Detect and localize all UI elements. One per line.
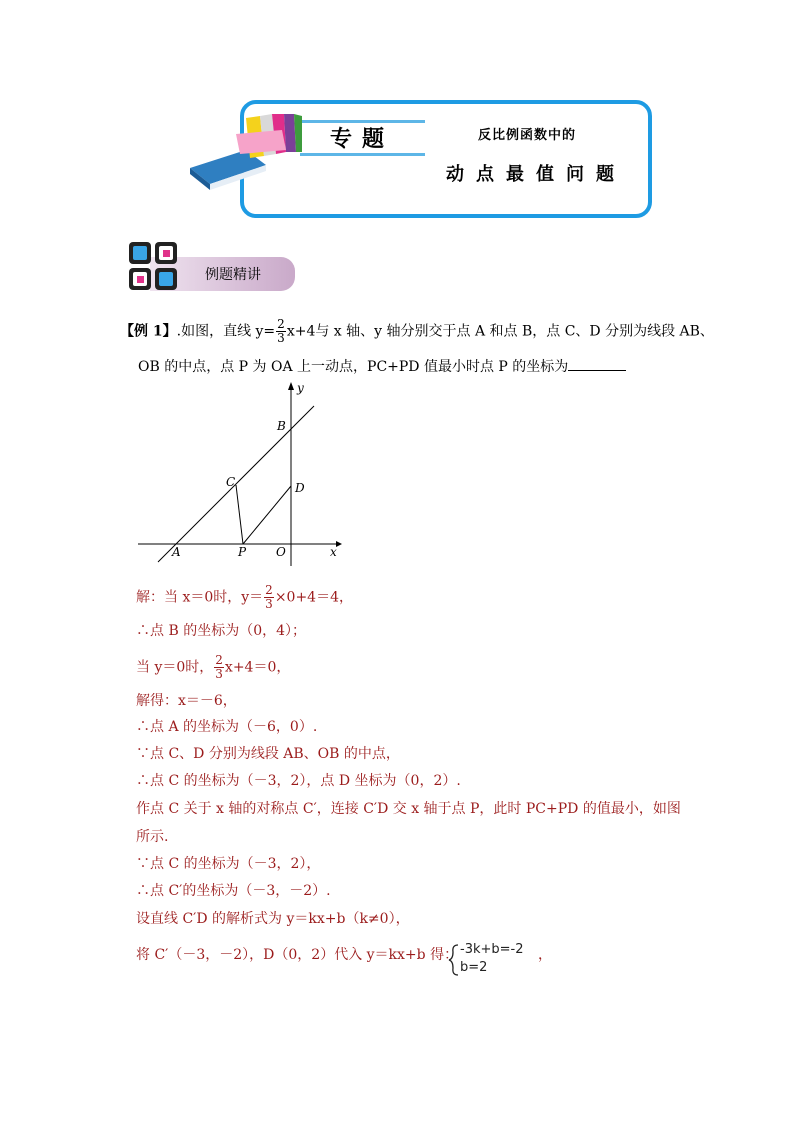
- problem-text-a: .如图，直线 y=: [176, 323, 276, 340]
- answer-blank: [568, 356, 626, 371]
- banner-title: 动点最值问题: [446, 164, 626, 185]
- coordinate-figure: [136, 378, 346, 568]
- problem-tag: 【例 1】: [120, 323, 177, 340]
- solution-line-6: ∵点 C、D 分别为线段 AB、OB 的中点，: [136, 746, 400, 762]
- segment-pd: [243, 486, 291, 544]
- solution-line-7: ∴点 C 的坐标为（－3，2），点 D 坐标为（0，2）.: [136, 773, 461, 789]
- fraction-denominator: 3: [215, 667, 223, 681]
- x-axis-arrow: [336, 541, 342, 547]
- solution-text: 解：当 x＝0时，y＝: [136, 589, 264, 606]
- banner-label: 专题: [330, 126, 395, 152]
- fraction: [214, 654, 224, 681]
- grid-squares-icon: [127, 240, 181, 294]
- fraction-denominator: 3: [277, 331, 285, 345]
- fraction-numerator: 2: [215, 653, 223, 667]
- fraction: [276, 318, 286, 345]
- fraction: [264, 584, 274, 611]
- solution-line-11: ∴点 C′的坐标为（－3，－2）.: [136, 883, 331, 899]
- solution-text: ×0+4＝4，: [274, 589, 353, 606]
- equation-1: -3k+b=-2: [460, 942, 524, 957]
- solution-line-10: ∵点 C 的坐标为（－3，2），: [136, 856, 321, 872]
- label-o: O: [276, 545, 286, 559]
- solution-text: 当 y＝0时，: [136, 659, 214, 676]
- label-y: y: [297, 381, 304, 395]
- fraction-numerator: 2: [277, 317, 285, 331]
- solution-line-5: ∴点 A 的坐标为（－6，0）.: [136, 719, 318, 735]
- equation-brace: [448, 944, 460, 976]
- solution-line-3: [136, 654, 290, 681]
- label-a: A: [172, 545, 181, 559]
- section-label: 例题精讲: [205, 267, 261, 283]
- label-p: P: [238, 545, 247, 559]
- solution-line-4: 解得：x＝－6，: [136, 693, 237, 709]
- fraction-numerator: 2: [265, 583, 273, 597]
- banner-subtitle: 反比例函数中的: [478, 128, 577, 143]
- problem-text-b: x+4与 x 轴、y 轴分别交于点 A 和点 B，点 C、D 分别为线段 AB、: [286, 323, 714, 340]
- label-d: D: [295, 481, 305, 495]
- equation-tail: ，: [538, 947, 552, 963]
- fraction-denominator: 3: [265, 597, 273, 611]
- label-x: x: [330, 545, 337, 559]
- segment-cp: [236, 485, 243, 544]
- solution-line-1: [136, 584, 353, 611]
- solution-line-8: 作点 C 关于 x 轴的对称点 C′，连接 C′D 交 x 轴于点 P，此时 PC+PD 的值最小，如图: [136, 801, 681, 817]
- problem-line-1: [120, 318, 714, 345]
- solution-line-12: 设直线 C′D 的解析式为 y＝kx+b（k≠0），: [136, 911, 410, 927]
- label-b: B: [277, 419, 286, 433]
- solution-line-9: 所示.: [136, 829, 169, 845]
- books-icon: [186, 110, 316, 190]
- solution-text: x+4＝0，: [224, 659, 291, 676]
- problem-line-2: [138, 356, 626, 376]
- equation-2: b=2: [460, 960, 488, 975]
- solution-line-13: 将 C′（－3，－2），D（0，2）代入 y＝kx+b 得：: [136, 947, 459, 963]
- solution-line-2: ∴点 B 的坐标为（0，4）；: [136, 623, 307, 639]
- label-c: C: [226, 475, 236, 489]
- y-axis-arrow: [288, 382, 294, 390]
- problem-text-c: OB 的中点，点 P 为 OA 上一动点，PC+PD 值最小时点 P 的坐标为: [138, 359, 569, 375]
